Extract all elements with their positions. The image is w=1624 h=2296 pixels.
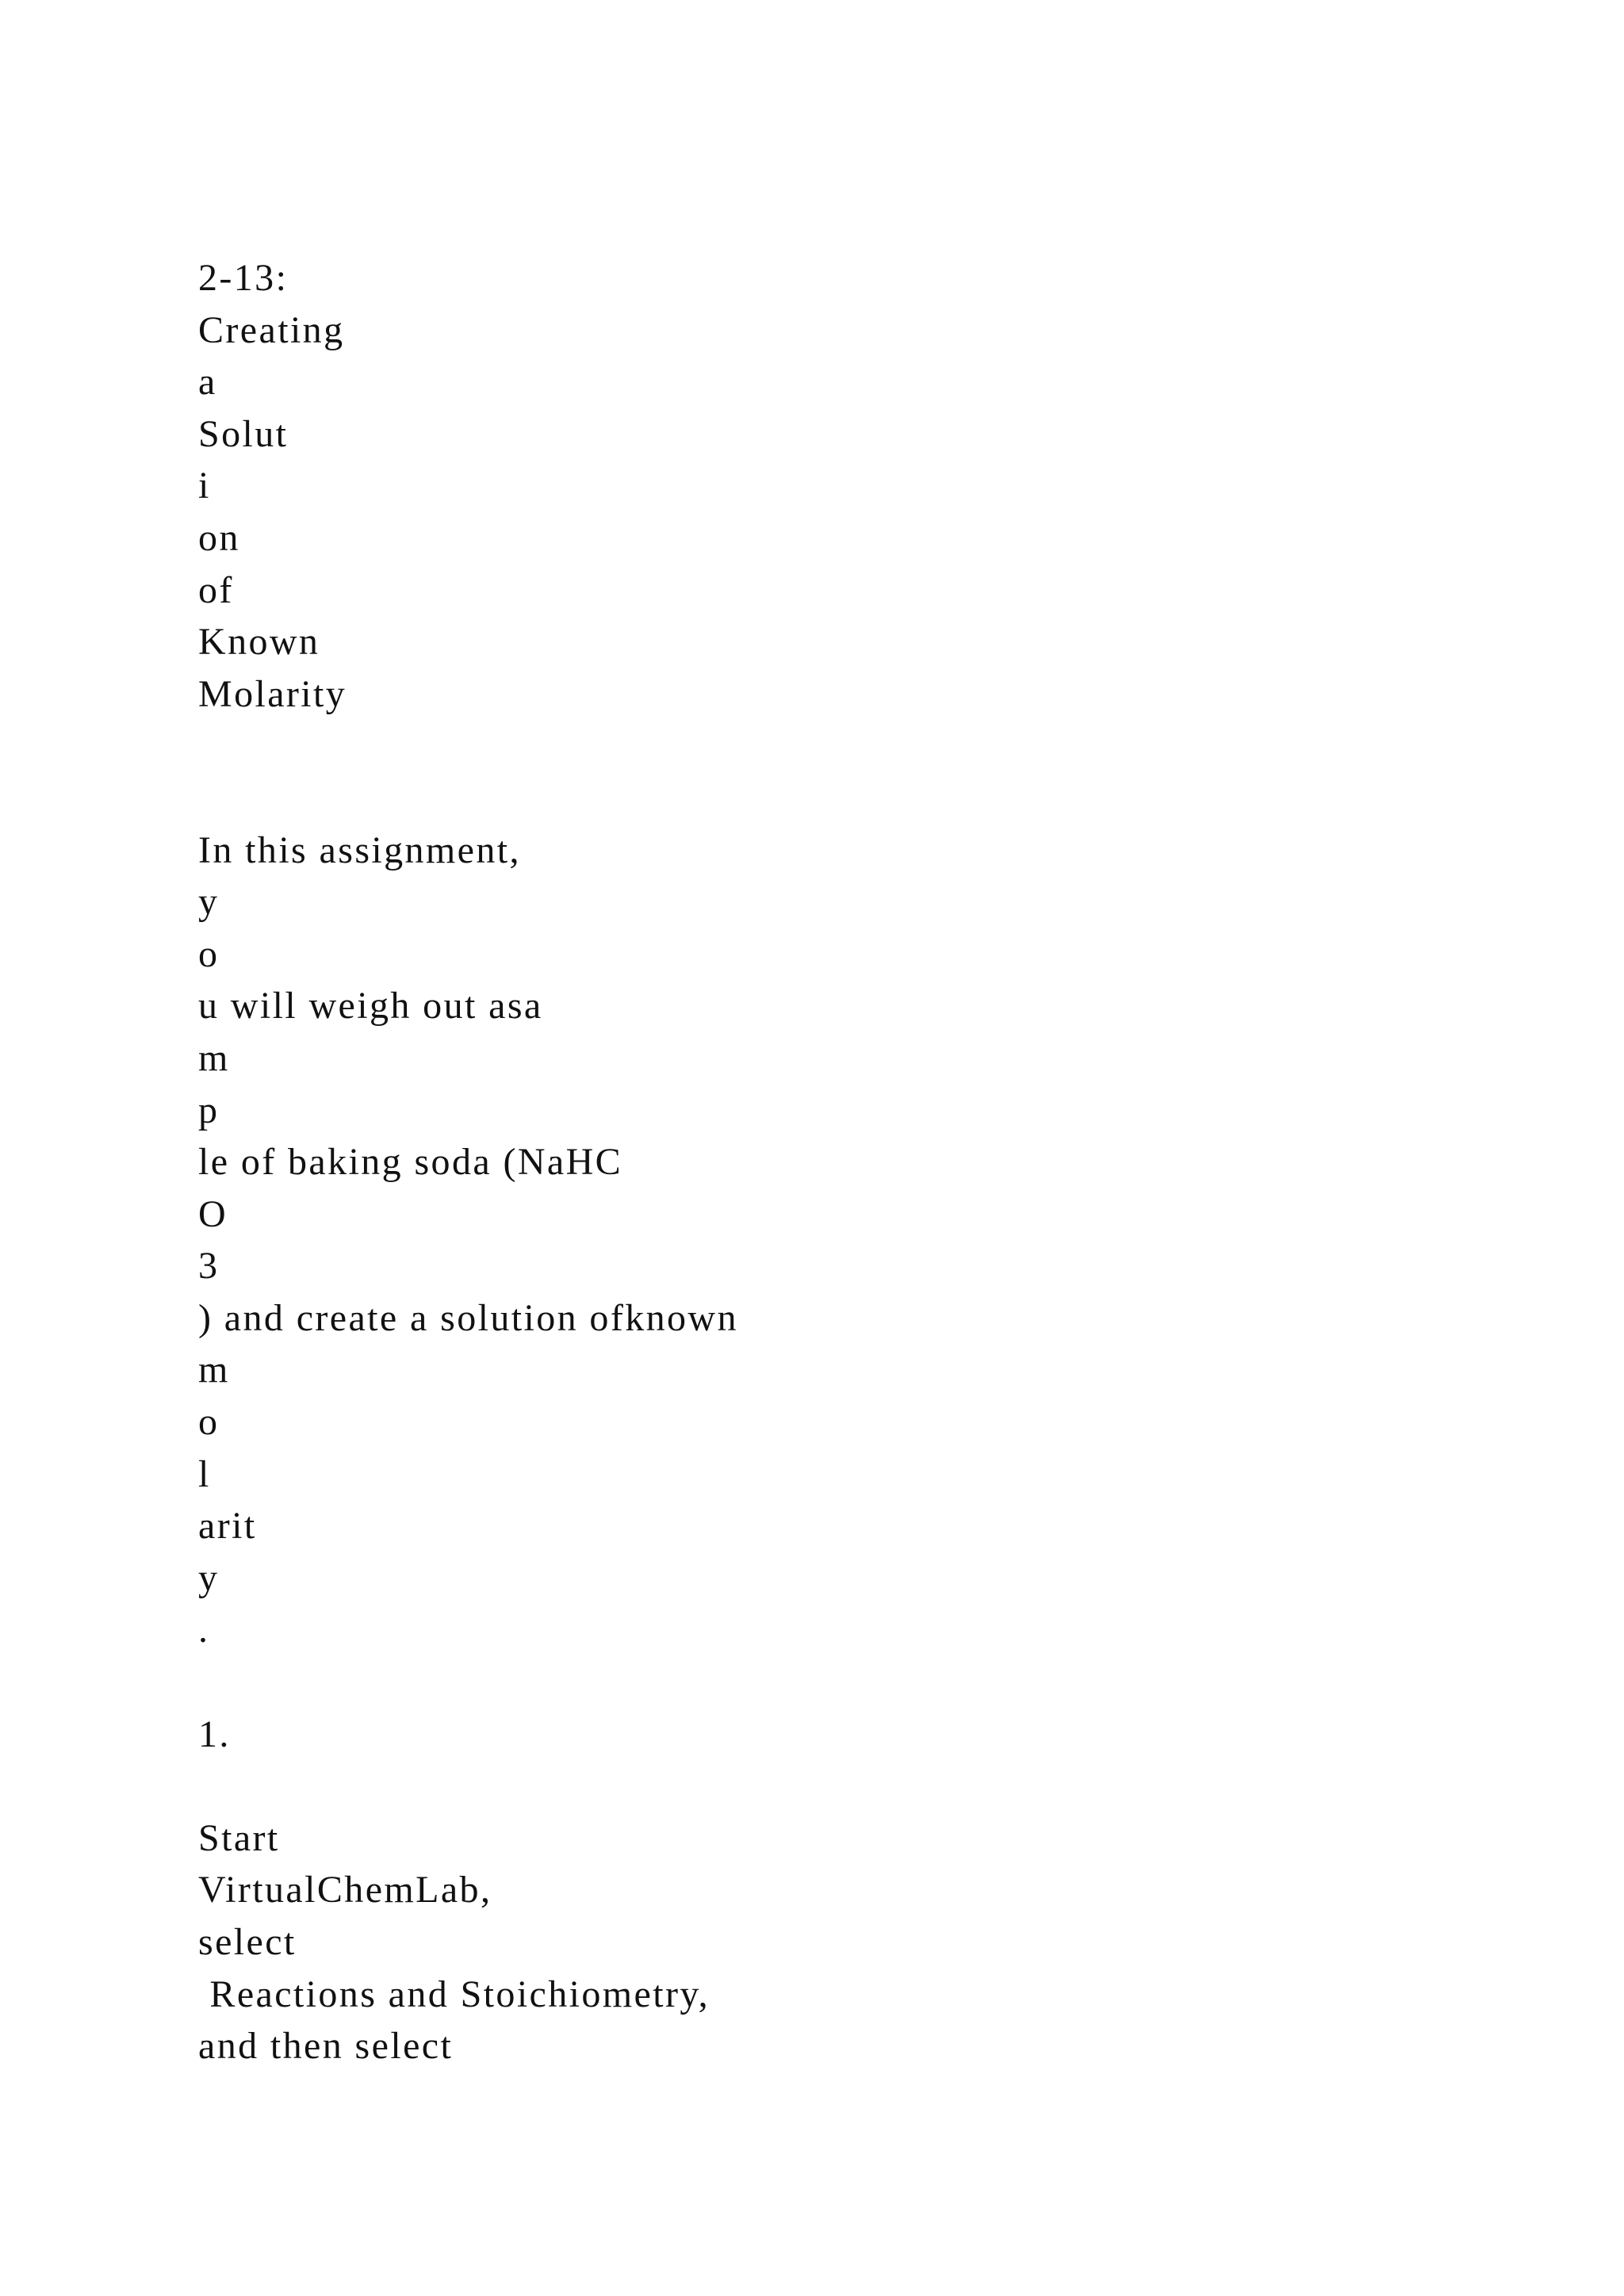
body-text-line: 3 <box>198 1245 220 1288</box>
title-line: i <box>198 465 211 507</box>
body-text-line: p <box>198 1089 220 1131</box>
title-line: Molarity <box>198 672 347 715</box>
instruction-line: and then select <box>198 2025 454 2068</box>
instruction-line: VirtualChemLab, <box>198 1869 492 1911</box>
list-number: 1. <box>198 1712 231 1755</box>
body-text-line: u will weigh out asa <box>198 985 543 1027</box>
body-text-line: arit <box>198 1505 257 1548</box>
body-text-line: . <box>198 1609 210 1651</box>
blank-line <box>198 1656 738 1709</box>
document-body <box>198 252 738 2072</box>
blank-line <box>198 1760 738 1812</box>
title-line-number: 2-13: <box>198 257 289 299</box>
title-line: of <box>198 568 234 611</box>
body-text-line: o <box>198 932 220 975</box>
body-text-line: o <box>198 1401 220 1444</box>
body-text-line: ) and create a solution ofknown <box>198 1296 738 1339</box>
title-line: Creating <box>198 308 345 351</box>
instruction-line: Reactions and Stoichiometry, <box>198 1973 710 2015</box>
body-text-line: l <box>198 1452 211 1495</box>
body-text-line: y <box>198 881 220 924</box>
body-text-line: O <box>198 1192 228 1235</box>
title-line: Solut <box>198 412 289 455</box>
body-text-line: m <box>198 1349 230 1391</box>
body-text-line: le of baking soda (NaHC <box>198 1141 623 1184</box>
title-line: on <box>198 516 240 559</box>
blank-line <box>198 720 738 772</box>
instruction-line: select <box>198 1921 297 1963</box>
title-line: a <box>198 361 217 404</box>
blank-line <box>198 772 738 825</box>
body-text-line: In this assignment, <box>198 828 521 871</box>
title-line: Known <box>198 621 320 664</box>
body-text-line: y <box>198 1556 220 1599</box>
body-text-line: m <box>198 1036 230 1079</box>
instruction-line: Start <box>198 1816 280 1859</box>
